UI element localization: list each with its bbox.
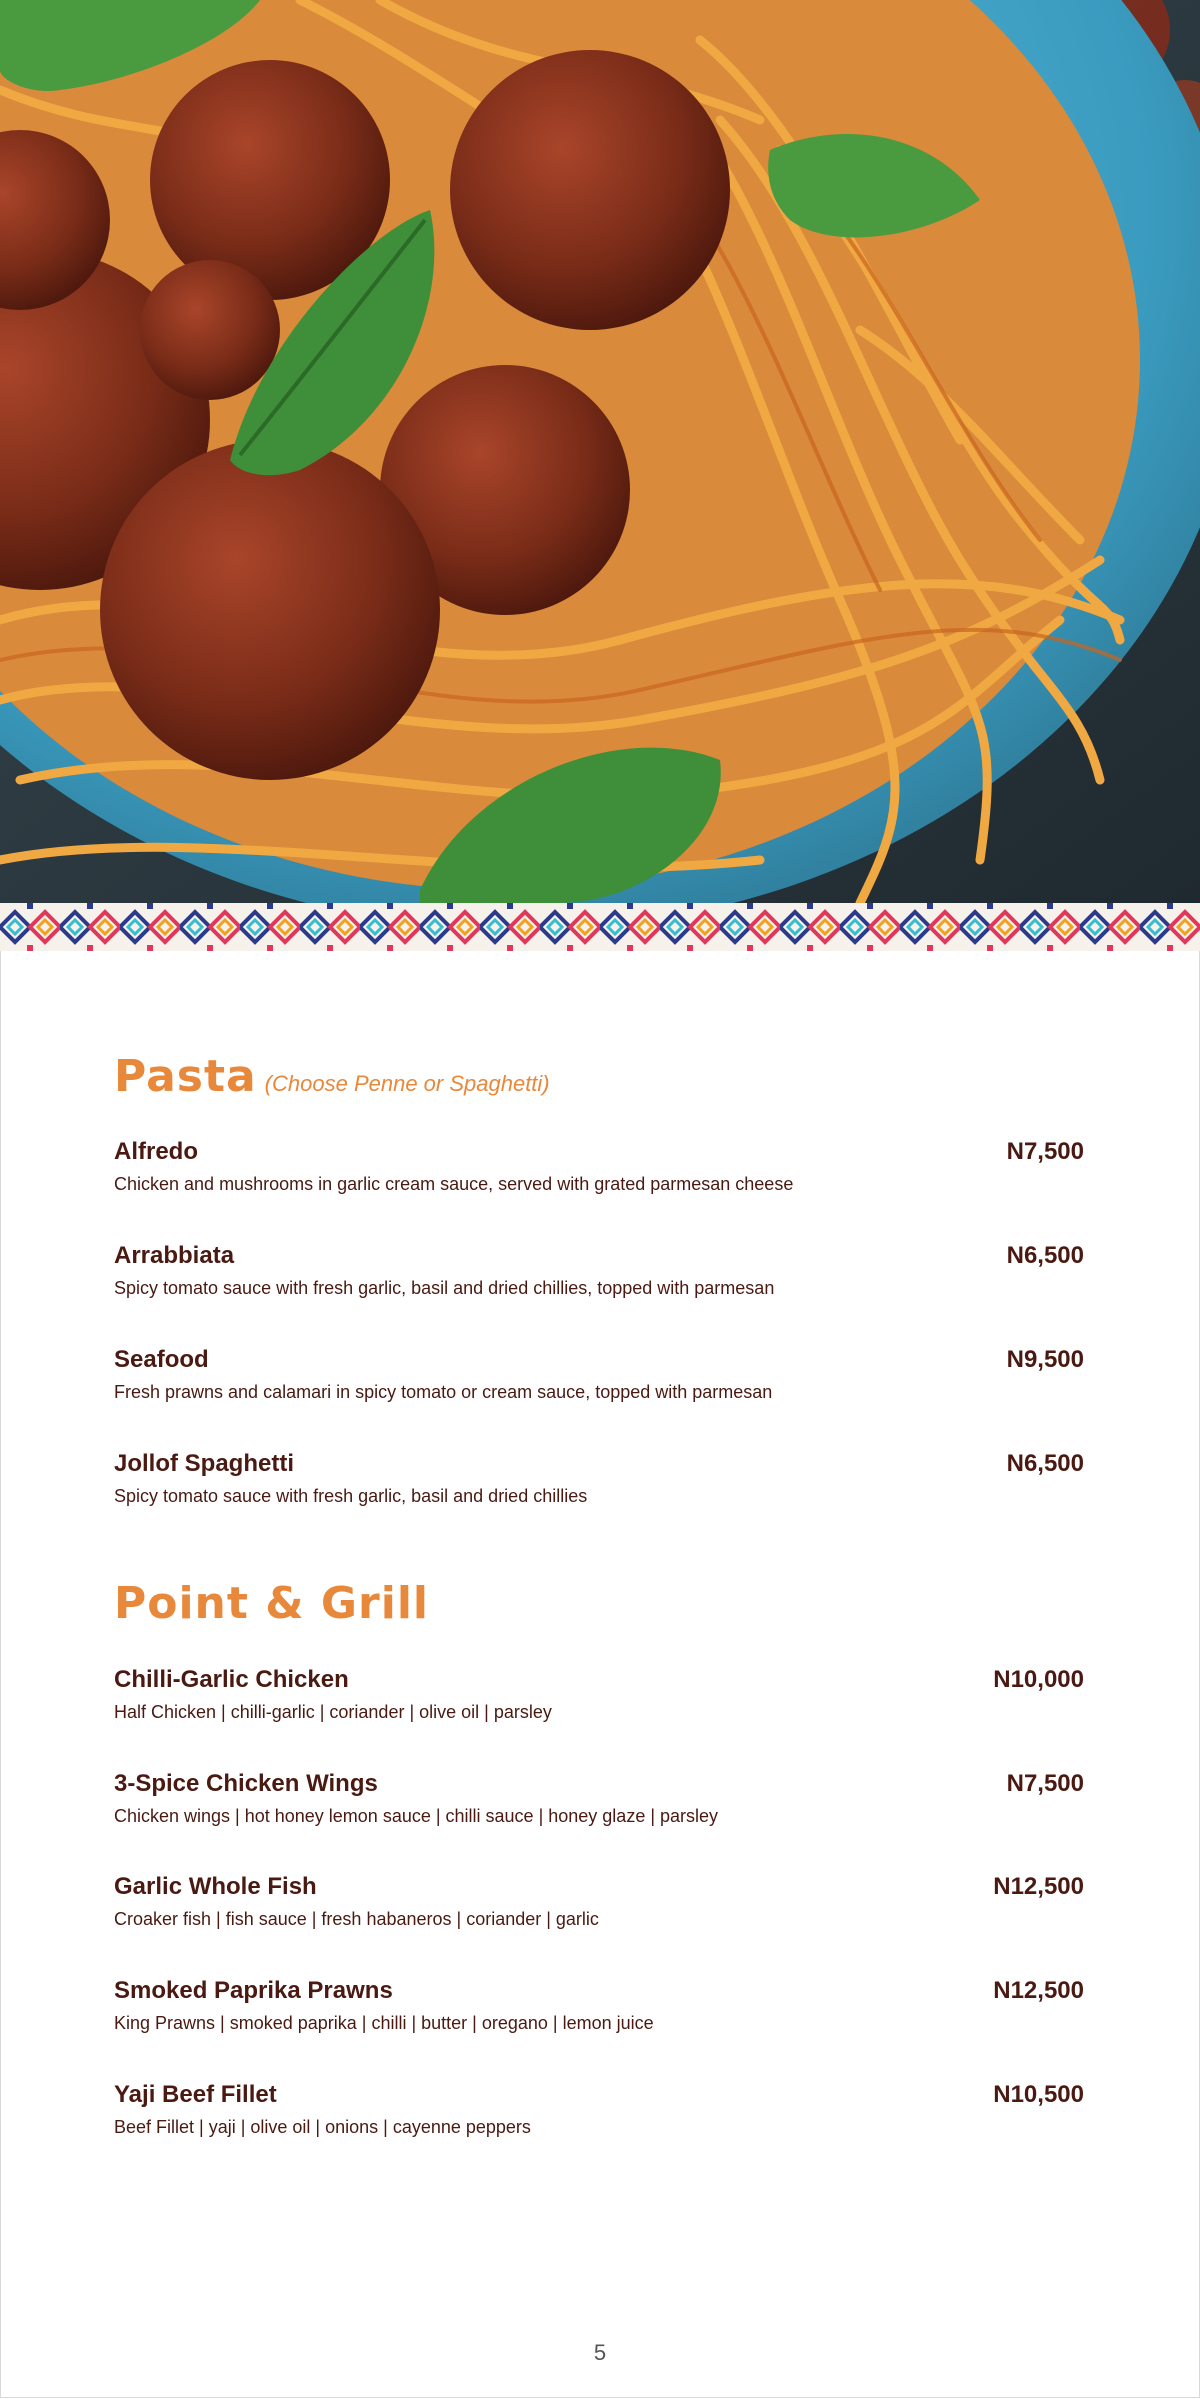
item-price: N6,500 xyxy=(1006,1242,1084,1269)
item-name: 3-Spice Chicken Wings xyxy=(114,1770,378,1797)
item-name: Smoked Paprika Prawns xyxy=(114,1977,393,2004)
item-price: N9,500 xyxy=(1006,1346,1084,1373)
item-description: Spicy tomato sauce with fresh garlic, basil and dried chillies, topped with parmesan xyxy=(114,1278,775,1298)
section-title-pasta: Pasta (Choose Penne or Spaghetti) xyxy=(114,1051,550,1102)
item-price: N12,500 xyxy=(993,1873,1084,1900)
item-name: Seafood xyxy=(114,1346,209,1373)
decorative-pattern-band xyxy=(0,903,1200,951)
item-price: N7,500 xyxy=(1006,1138,1084,1165)
item-name: Garlic Whole Fish xyxy=(114,1873,317,1900)
item-price: N10,000 xyxy=(993,1666,1084,1693)
item-description: Fresh prawns and calamari in spicy tomato or cream sauce, topped with parmesan xyxy=(114,1382,773,1402)
section-subtitle-pasta: (Choose Penne or Spaghetti) xyxy=(264,1071,550,1096)
item-price: N12,500 xyxy=(993,1977,1084,2004)
item-description: Beef Fillet | yaji | olive oil | onions | cayenne peppers xyxy=(114,2117,531,2137)
hero-food-photo xyxy=(0,0,1200,903)
item-price: N7,500 xyxy=(1006,1770,1084,1797)
item-description: Half Chicken | chilli-garlic | coriander | olive oil | parsley xyxy=(114,1702,552,1722)
item-name: Jollof Spaghetti xyxy=(114,1450,294,1477)
item-description: King Prawns | smoked paprika | chilli | butter | oregano | lemon juice xyxy=(114,2013,654,2033)
item-price: N6,500 xyxy=(1006,1450,1084,1477)
page-number: 5 xyxy=(593,2340,607,2365)
item-name: Arrabbiata xyxy=(114,1242,235,1269)
item-description: Chicken and mushrooms in garlic cream sauce, served with grated parmesan cheese xyxy=(114,1174,794,1194)
item-description: Croaker fish | fish sauce | fresh habaneros | coriander | garlic xyxy=(114,1909,599,1929)
item-description: Spicy tomato sauce with fresh garlic, basil and dried chillies xyxy=(114,1486,588,1506)
item-name: Alfredo xyxy=(114,1138,198,1165)
section-title-point-grill: Point & Grill xyxy=(114,1578,429,1629)
item-name: Yaji Beef Fillet xyxy=(114,2081,277,2108)
item-price: N10,500 xyxy=(993,2081,1084,2108)
item-name: Chilli-Garlic Chicken xyxy=(114,1666,349,1693)
item-description: Chicken wings | hot honey lemon sauce | chilli sauce | honey glaze | parsley xyxy=(114,1806,719,1826)
